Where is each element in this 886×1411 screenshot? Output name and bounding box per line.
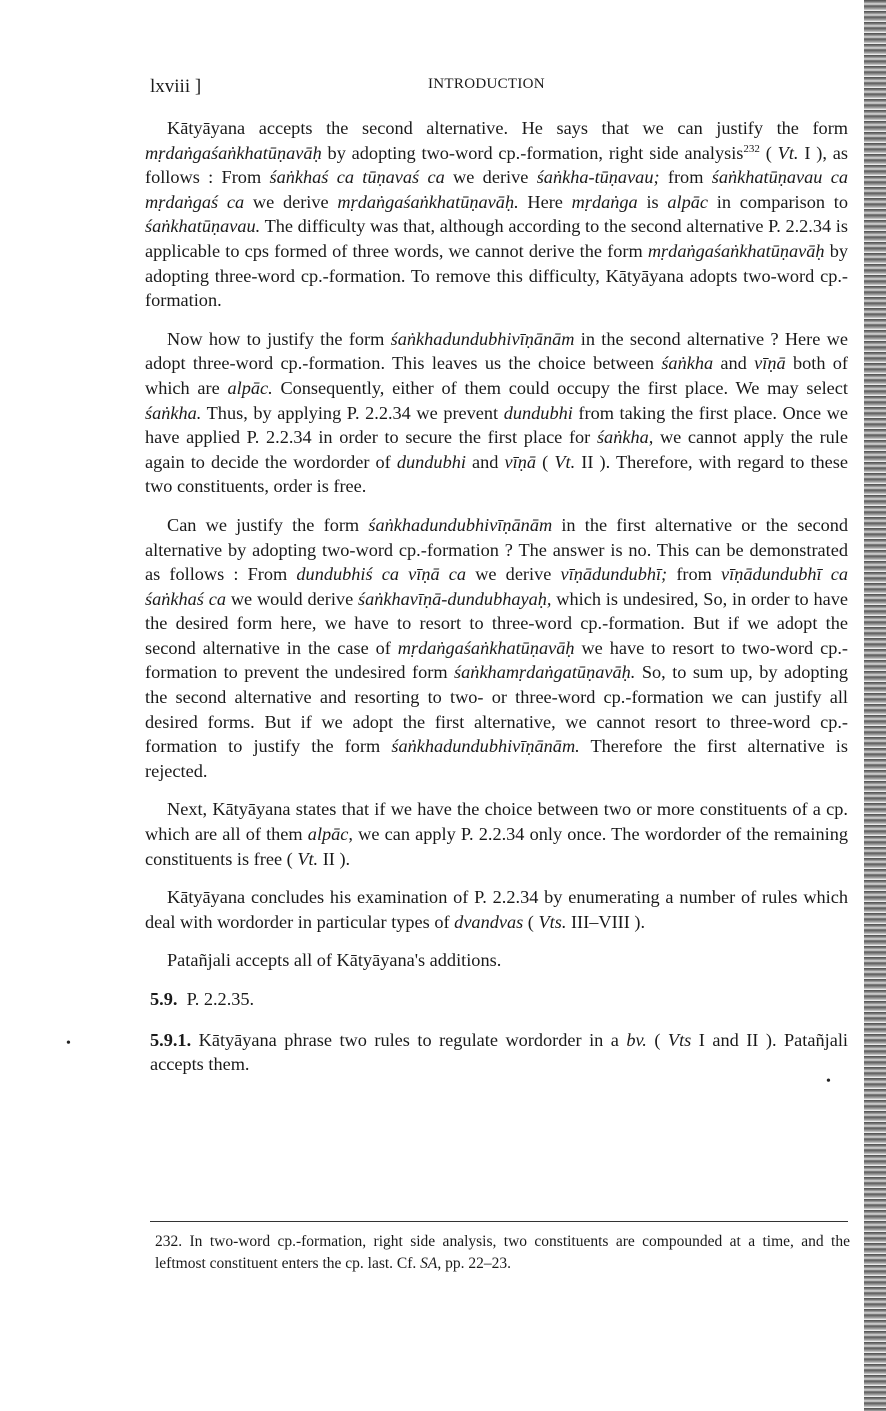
page-edge-shadow [864, 0, 886, 1411]
section-number: 5.9.1. [150, 1029, 192, 1050]
paragraph-4: Next, Kātyāyana states that if we have the choice between two or more constituents of a cp. which are all of them alpāc, we can apply P. 2.2.34 only once. The wordorder of the remaining constituents is free ( Vt. II ). [145, 799, 848, 869]
footnote-number: 232. [155, 1233, 183, 1250]
stray-mark: • [66, 1036, 71, 1051]
section-heading-5-9: 5.9. P. 2.2.35. [150, 989, 255, 1009]
footnote-divider [150, 1221, 848, 1222]
paragraph-3: Can we justify the form śaṅkhadundubhivīṇānām in the first alternative or the second alternative by adopting two-word cp.-formation ? The answer is no. This can be demonstrated as follows : From dundubhiś ca vīṇā ca we derive vīṇādundubhī; from vīṇādundubhī ca śaṅkhaś ca we would derive śaṅkhavīṇā-dundubhayaḥ, which is undesired, So, in order to have the desired form here, we have to resort to three-word cp.-formation. But if we adopt the second alternative in the case of mṛdaṅgaśaṅkhatūṇavāḥ we have to resort to two-word cp.-formation to prevent the undesired form śaṅkhamṛdaṅgatūṇavāḥ. So, to sum up, by adopting the second alternative and resorting to two- or three-word cp.-formation we can justify all desired forms. But if we adopt the first alternative, we cannot resort to three-word cp.-formation to justify the form śaṅkhadundubhivīṇānām. Therefore the first alternative is rejected. [145, 514, 848, 781]
paragraph-1: Kātyāyana accepts the second alternative. He says that we can justify the form mṛdaṅgaśaṅkhatūṇavāḥ by adopting two-word cp.-formation, right side analysis$^{232}$ ( Vt. I ), as follows : From śaṅkhaś ca tūṇavaś ca we derive śaṅkha-tūṇavau; from śaṅkhatūṇavau ca mṛdaṅgaś ca we derive mṛdaṅgaśaṅkhatūṇavāḥ. Here mṛdaṅga is alpāc in comparison to śaṅkhatūṇavau. The difficulty was that, although according to the second alternative P. 2.2.34 is applicable to cps formed of three words, we cannot derive the form mṛdaṅgaśaṅkhatūṇavāḥ by adopting three-word cp.-formation. To remove this difficulty, Kātyāyana adopts two-word cp.-formation. [145, 118, 849, 311]
footnote-ref: 232 [743, 142, 760, 155]
stray-mark: • [826, 1074, 831, 1089]
paragraph-6: Patañjali accepts all of Kātyāyana's additions. [167, 950, 502, 971]
section-number: 5.9. [150, 989, 178, 1009]
page-number: lxviii ] [150, 76, 202, 97]
section-5-9-1: 5.9.1. Kātyāyana phrase two rules to regulate wordorder in a bv. ( Vts I and II ). Patañjali accepts them. [150, 1029, 848, 1075]
paragraph-2: Now how to justify the form śaṅkhadundubhivīṇānām in the second alternative ? Here we adopt three-word cp.-formation. This leaves us the choice between śaṅkha and vīṇā both of which are alpāc. Consequently, either of them could occupy the first place. We may select śaṅkha. Thus, by applying P. 2.2.34 we prevent dundubhi from taking the first place. Once we have applied P. 2.2.34 in order to secure the first place for śaṅkha, we cannot apply the rule again to decide the wordorder of dundubhi and vīṇā ( Vt. II ). Therefore, with regard to these two constituents, order is free. [145, 328, 849, 497]
footnote-232: 232. In two-word cp.-formation, right side analysis, two constituents are compounded at a time, and the leftmost constituent enters the cp. last. Cf. SA, pp. 22–23. [155, 1233, 850, 1272]
running-title: INTRODUCTION [428, 76, 545, 92]
running-header [150, 76, 840, 102]
paragraph-5: Kātyāyana concludes his examination of P. 2.2.34 by enumerating a number of rules which deal with wordorder in particular types of dvandvas ( Vts. III–VIII ). [145, 887, 848, 932]
main-text [145, 116, 848, 1093]
